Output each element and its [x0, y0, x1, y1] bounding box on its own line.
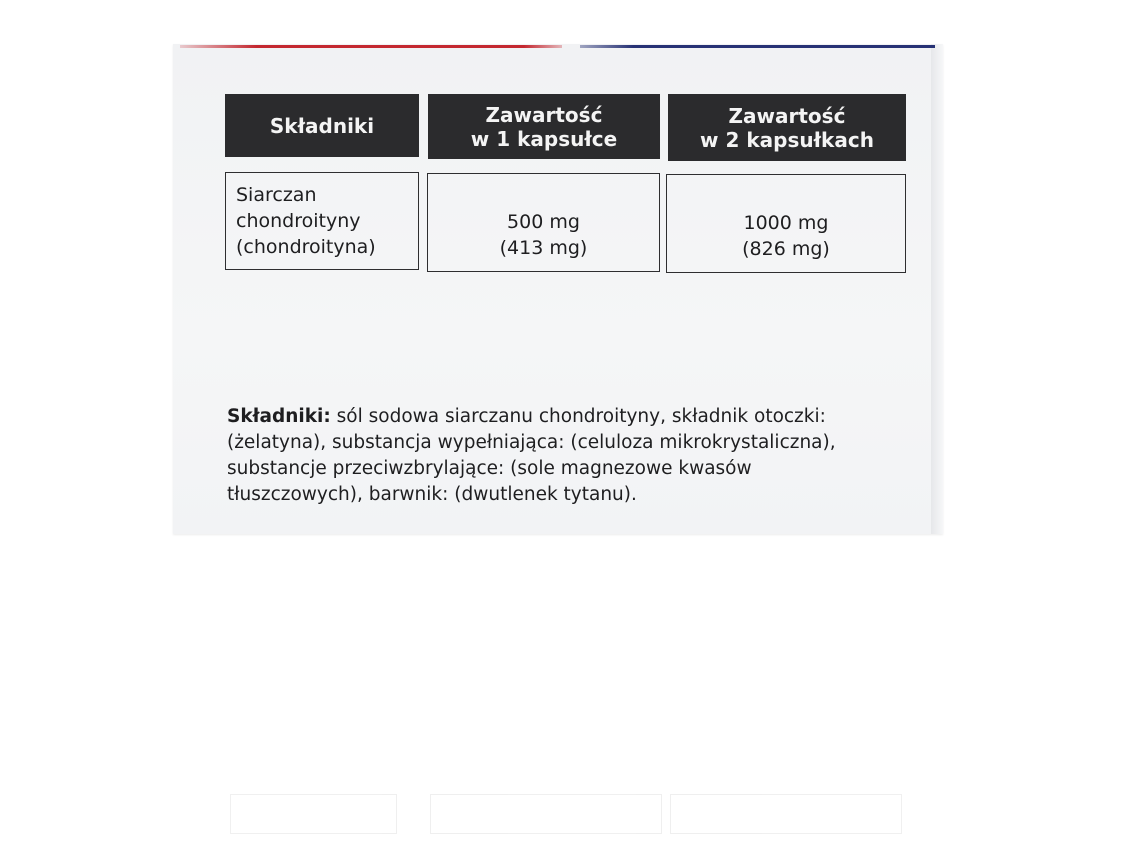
cell-ingredient-name: Siarczan chondroityny (chondroityna): [225, 172, 419, 270]
box-edge: [931, 44, 943, 534]
reflection-cell: [670, 794, 902, 834]
surface-reflection: [180, 780, 900, 840]
header-content-2-capsules: Zawartość w 2 kapsułkach: [668, 94, 906, 161]
cell-amount-2-capsules: 1000 mg (826 mg): [666, 174, 906, 273]
header-ingredients: Składniki: [225, 94, 419, 157]
blue-stripe: [580, 45, 935, 48]
reflection-cell: [230, 794, 397, 834]
red-stripe: [180, 45, 562, 48]
ingredients-text: sól sodowa siarczanu chondroityny, składnik otoczki: (żelatyna), substancja wypełniająca: (celuloza mikrokrystaliczna), substancje przeciwzbrylające: (sole magnezowe kwasów tłuszczowych), barwnik: (dwutlenek tytanu).: [227, 406, 836, 505]
header-content-1-capsule: Zawartość w 1 kapsułce: [428, 94, 660, 159]
ingredients-paragraph: [227, 404, 887, 508]
cell-amount-1-capsule: 500 mg (413 mg): [427, 173, 660, 272]
ingredients-label: Składniki:: [227, 406, 331, 427]
reflection-cell: [430, 794, 662, 834]
